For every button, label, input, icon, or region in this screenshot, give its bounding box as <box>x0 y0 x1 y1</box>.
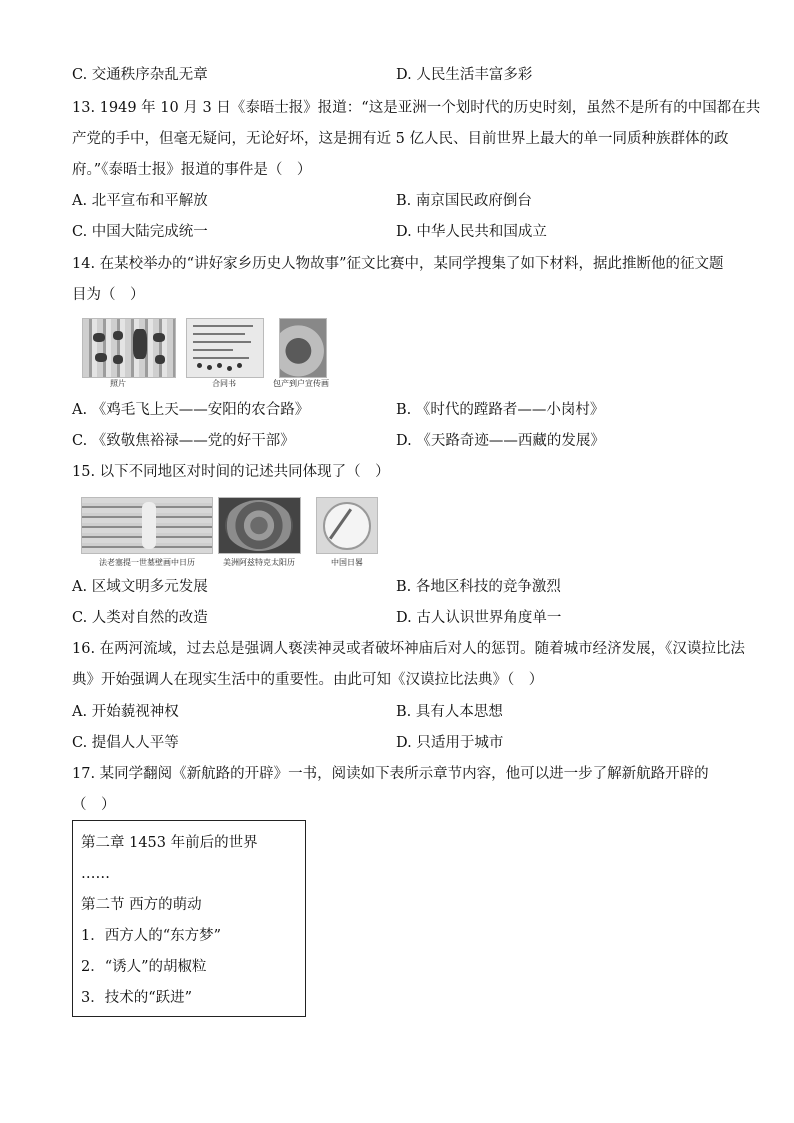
q15-stem: 15. 以下不同地区对时间的记述共同体现了（ ） <box>72 464 390 480</box>
q14-stem-line1: 14. 在某校举办的“讲好家乡历史人物故事”征文比赛中，某同学搜集了如下材料，据此推断他的征文题 <box>72 256 724 272</box>
toc-section: 第二节 西方的萌动 <box>81 897 202 913</box>
q14-option-a: A. 《鸡毛飞上天——安阳的农合路》 <box>72 402 310 418</box>
q14-option-b: B. 《时代的蹚路者——小岗村》 <box>396 402 605 418</box>
q14-caption-1: 照片 <box>110 379 126 388</box>
q16-option-c: C. 提倡人人平等 <box>72 735 179 751</box>
q15-option-b: B. 各地区科技的竞争激烈 <box>396 579 561 595</box>
q12-option-d: D. 人民生活丰富多彩 <box>396 67 533 83</box>
q14-caption-2: 合同书 <box>212 379 236 388</box>
q16-option-d: D. 只适用于城市 <box>396 735 504 751</box>
photo-image <box>82 318 176 378</box>
q15-caption-2: 美洲阿兹特克太阳历 <box>223 558 295 567</box>
q15-caption-3: 中国日晷 <box>331 558 363 567</box>
q13-stem-line1: 13. 1949 年 10 月 3 日《泰晤士报》报道：“这是亚洲一个划时代的历史时刻，虽然不是所有的中国都在共 <box>72 100 761 116</box>
q17-stem-line2: （ ） <box>72 797 116 813</box>
q14-option-c: C. 《致敬焦裕禄——党的好干部》 <box>72 433 295 449</box>
q14-caption-3: 包产到户宣传画 <box>273 379 329 388</box>
contract-image <box>186 318 264 378</box>
q14-option-d: D. 《天路奇迹——西藏的发展》 <box>396 433 605 449</box>
q13-option-b: B. 南京国民政府倒台 <box>396 193 532 209</box>
q16-option-b: B. 具有人本思想 <box>396 704 503 720</box>
q15-option-c: C. 人类对自然的改造 <box>72 610 208 626</box>
q16-option-a: A. 开始藐视神权 <box>72 704 179 720</box>
q15-caption-1: 法老塞提一世墓壁画中日历 <box>99 558 195 567</box>
q16-stem-line2: 典》开始强调人在现实生活中的重要性。由此可知《汉谟拉比法典》（ ） <box>72 672 544 688</box>
q13-option-d: D. 中华人民共和国成立 <box>396 224 547 240</box>
toc-chapter: 第二章 1453 年前后的世界 <box>81 835 258 851</box>
toc-item-2: 2．“诱人”的胡椒粒 <box>81 959 207 975</box>
q13-stem-line2: 产党的手中，但毫无疑问，无论好坏，这是拥有近 5 亿人民、目前世界上最大的单一同质种族群体的政 <box>72 131 729 147</box>
aztec-sun-calendar-image <box>218 497 301 554</box>
toc-ellipsis: …… <box>81 866 110 882</box>
toc-item-3: 3．技术的“跃进” <box>81 990 193 1006</box>
toc-item-1: 1．西方人的“东方梦” <box>81 928 222 944</box>
propaganda-poster-image <box>279 318 327 378</box>
q13-option-a: A. 北平宣布和平解放 <box>72 193 208 209</box>
q17-stem-line1: 17. 某同学翻阅《新航路的开辟》一书，阅读如下表所示章节内容，他可以进一步了解新航路开辟的 <box>72 766 709 782</box>
q13-option-c: C. 中国大陆完成统一 <box>72 224 208 240</box>
q13-stem-line3: 府。”《泰晤士报》报道的事件是（ ） <box>72 162 312 178</box>
q16-stem-line1: 16. 在两河流域，过去总是强调人亵渎神灵或者破坏神庙后对人的惩罚。随着城市经济发展，《汉谟拉比法 <box>72 641 745 657</box>
q15-option-a: A. 区域文明多元发展 <box>72 579 208 595</box>
q14-stem-line2: 目为（ ） <box>72 287 145 303</box>
q12-option-c: C. 交通秩序杂乱无章 <box>72 67 208 83</box>
sundial-image <box>316 497 378 554</box>
q15-option-d: D. 古人认识世界角度单一 <box>396 610 562 626</box>
egypt-calendar-mural-image <box>81 497 213 554</box>
chapter-table <box>72 820 306 1017</box>
